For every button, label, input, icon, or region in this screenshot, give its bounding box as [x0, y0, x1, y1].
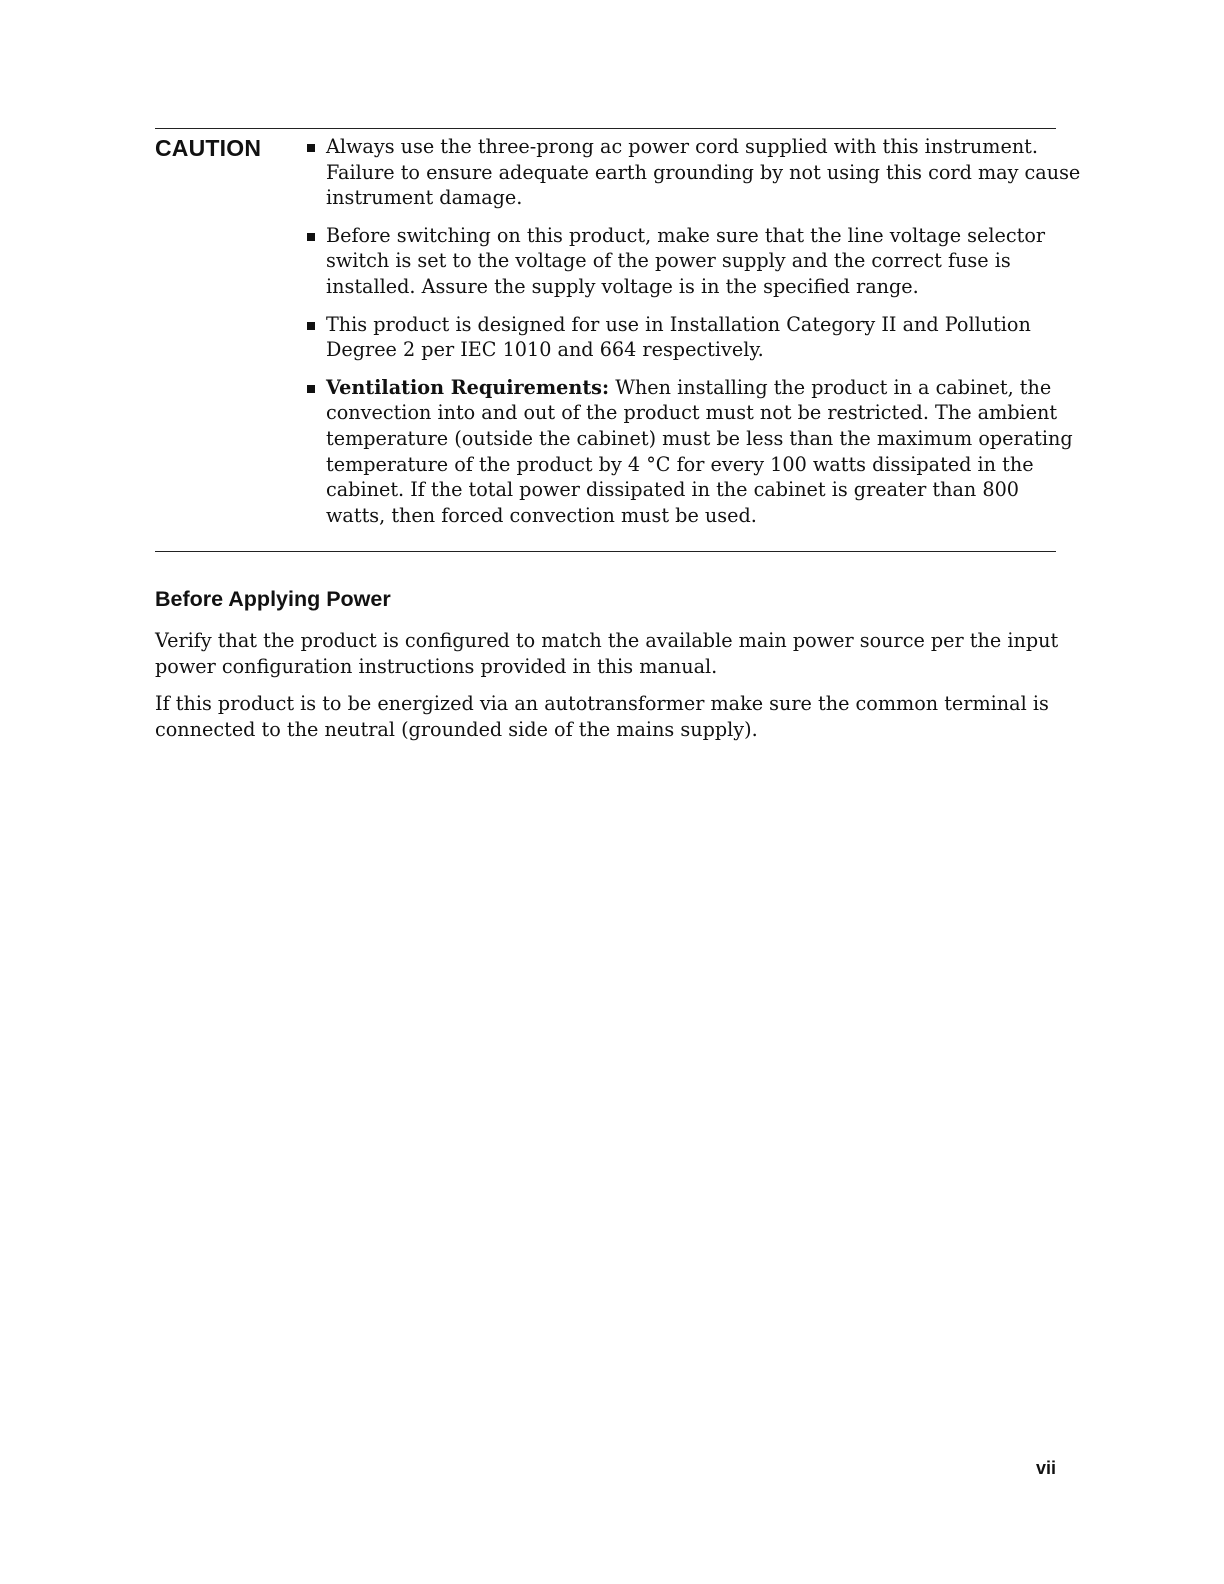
caution-bottom-rule — [155, 551, 1056, 552]
bullet-line: switch is set to the voltage of the power supply and the correct fuse is — [326, 249, 1011, 273]
paragraph-line: Verify that the product is configured to match the available main power source per the input — [155, 629, 1059, 652]
caution-bullet-list — [305, 134, 1081, 540]
page-number: vii — [1036, 1458, 1057, 1478]
square-bullet-icon — [307, 233, 315, 241]
bullet-line: Before switching on this product, make sure that the line voltage selector — [326, 223, 1046, 247]
section-heading: Before Applying Power — [155, 587, 391, 611]
paragraph-line: connected to the neutral (grounded side of the mains supply). — [155, 717, 758, 741]
caution-bullet-item — [305, 223, 1065, 300]
bullet-line: Always use the three-prong ac power cord supplied with this instrument. — [326, 135, 1038, 158]
caution-top-rule — [155, 128, 1056, 129]
paragraph-line: power configuration instructions provided in this manual. — [155, 654, 718, 678]
bullet-line: installed. Assure the supply voltage is in the specified range. — [326, 274, 919, 298]
bullet-line: watts, then forced convection must be used. — [326, 503, 757, 527]
caution-bullet-item — [305, 312, 1065, 363]
bullet-line: When installing the product in a cabinet, the — [615, 375, 1052, 399]
square-bullet-icon — [307, 385, 315, 393]
caution-label: CAUTION — [155, 135, 262, 161]
square-bullet-icon — [307, 144, 315, 152]
bullet-line: instrument damage. — [326, 186, 523, 210]
paragraph-line: If this product is to be energized via an autotransformer make sure the common terminal is — [155, 692, 1049, 715]
square-bullet-icon — [307, 322, 315, 330]
bullet-line: cabinet. If the total power dissipated in the cabinet is greater than 800 — [326, 478, 1019, 502]
caution-bullet-item — [305, 134, 1081, 211]
bullet-line: temperature (outside the cabinet) must be less than the maximum operating — [326, 426, 1073, 450]
bullet-line: Failure to ensure adequate earth grounding by not using this cord may cause — [326, 160, 1081, 184]
body-paragraph — [155, 691, 1055, 742]
bullet-line: temperature of the product by 4 °C for every 100 watts dissipated in the — [326, 452, 1034, 476]
ventilation-requirements-lead: Ventilation Requirements: — [326, 375, 610, 399]
bullet-line: This product is designed for use in Installation Category II and Pollution — [326, 312, 1031, 336]
bullet-line: Degree 2 per IEC 1010 and 664 respectively. — [326, 338, 764, 362]
caution-bullet-item — [305, 375, 1073, 529]
body-paragraph — [155, 628, 1059, 679]
bullet-line: convection into and out of the product must not be restricted. The ambient — [326, 401, 1058, 425]
